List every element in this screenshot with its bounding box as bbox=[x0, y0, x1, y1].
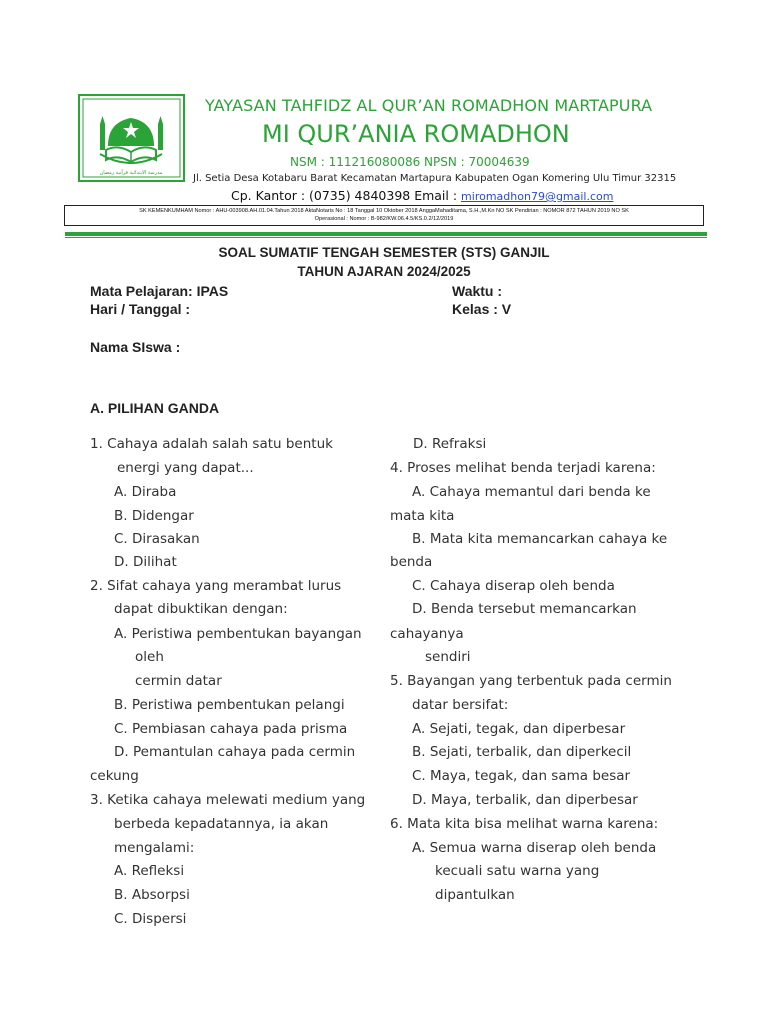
question-2-option-b: B. Peristiwa pembentukan pelangi bbox=[114, 697, 345, 713]
sk-line-1: SK KEMENKUMHAM Nomor : AHU-003908.AH.01.04.Tahun 2018 AktaNotaris No : 18 Tanggal 10 Oktober 2018 AnggaMahaditama, S.H.,M.Kn NO SK Pendirian : NOMOR 872 TAHUN 2019 NO SK bbox=[139, 208, 629, 214]
sk-info-box bbox=[64, 205, 704, 226]
question-6: 6. Mata kita bisa melihat warna karena: bbox=[390, 816, 659, 832]
contact-prefix: Cp. Kantor : (0735) 4840398 Email : bbox=[231, 188, 462, 203]
time-label: Waktu : bbox=[452, 283, 503, 299]
question-6-option-a-cont2: dipantulkan bbox=[435, 887, 515, 903]
question-4-option-c: C. Cahaya diserap oleh benda bbox=[412, 578, 615, 594]
logo-text: مدرسة الابتدائية قرآنية رمضان bbox=[99, 170, 163, 176]
question-4-option-d-cont: cahayanya bbox=[390, 626, 464, 642]
question-4-option-d: D. Benda tersebut memancarkan bbox=[412, 601, 637, 617]
question-2-option-c: C. Pembiasan cahaya pada prisma bbox=[114, 721, 348, 737]
question-5-option-a: A. Sejati, tegak, dan diperbesar bbox=[412, 721, 626, 737]
question-1-option-b: B. Didengar bbox=[114, 508, 194, 524]
exam-title: SOAL SUMATIF TENGAH SEMESTER (STS) GANJIL bbox=[218, 245, 550, 260]
school-address: Jl. Setia Desa Kotabaru Barat Kecamatan Martapura Kabupaten Ogan Komering Ulu Timur 32315 bbox=[193, 173, 677, 184]
question-4-option-d-cont2: sendiri bbox=[425, 649, 471, 665]
nsm-npsn: NSM : 111216080086 NPSN : 70004639 bbox=[290, 155, 530, 169]
question-2: 2. Sifat cahaya yang merambat lurus bbox=[90, 578, 342, 594]
question-3-option-d: D. Refraksi bbox=[413, 436, 487, 452]
header-divider bbox=[65, 232, 707, 236]
subject-label: Mata Pelajaran: IPAS bbox=[90, 283, 229, 299]
question-4-option-a: A. Cahaya memantul dari benda ke bbox=[412, 484, 651, 500]
question-4-option-a-cont: mata kita bbox=[390, 508, 455, 524]
question-1: 1. Cahaya adalah salah satu bentuk bbox=[90, 436, 333, 452]
question-2-option-a-cont2: cermin datar bbox=[135, 673, 222, 689]
question-1-option-c: C. Dirasakan bbox=[114, 531, 200, 547]
question-2-cont: dapat dibuktikan dengan: bbox=[114, 601, 288, 617]
day-date-label: Hari / Tanggal : bbox=[90, 301, 191, 317]
question-2-option-a: A. Peristiwa pembentukan bayangan bbox=[114, 626, 362, 642]
header-divider-thin bbox=[65, 237, 707, 238]
question-3-option-a: A. Refleksi bbox=[114, 863, 185, 879]
sk-line-2: Operasional : Nomor : B-982/KW.06.4.5/KS.0.2/12/2019 bbox=[314, 216, 454, 222]
question-1-cont: energi yang dapat... bbox=[117, 460, 254, 476]
contact-line bbox=[231, 188, 613, 203]
question-4-option-b-cont: benda bbox=[390, 554, 433, 570]
question-1-option-a: A. Diraba bbox=[114, 484, 177, 500]
question-3: 3. Ketika cahaya melewati medium yang bbox=[90, 792, 366, 808]
question-3-option-c: C. Dispersi bbox=[114, 911, 187, 927]
question-4: 4. Proses melihat benda terjadi karena: bbox=[390, 460, 656, 476]
question-2-option-a-cont: oleh bbox=[135, 649, 164, 665]
question-3-option-b: B. Absorpsi bbox=[114, 887, 190, 903]
question-1-option-d: D. Dilihat bbox=[114, 554, 177, 570]
school-logo bbox=[78, 94, 185, 182]
question-5-option-c: C. Maya, tegak, dan sama besar bbox=[412, 768, 631, 784]
section-heading: A. PILIHAN GANDA bbox=[90, 400, 220, 416]
question-5-option-d: D. Maya, terbalik, dan diperbesar bbox=[412, 792, 638, 808]
question-6-option-a: A. Semua warna diserap oleh benda bbox=[412, 840, 657, 856]
question-2-option-d-cont: cekung bbox=[90, 768, 139, 784]
class-label: Kelas : V bbox=[452, 301, 512, 317]
org-name: YAYASAN TAHFIDZ AL QUR’AN ROMADHON MARTAPURA bbox=[205, 96, 653, 115]
question-3-cont2: mengalami: bbox=[114, 840, 195, 856]
student-name-label: Nama SIswa : bbox=[90, 339, 181, 355]
question-5: 5. Bayangan yang terbentuk pada cermin bbox=[390, 673, 672, 689]
question-2-option-d: D. Pemantulan cahaya pada cermin bbox=[114, 744, 356, 760]
email-link[interactable]: miromadhon79@gmail.com bbox=[461, 190, 614, 203]
question-4-option-b: B. Mata kita memancarkan cahaya ke bbox=[412, 531, 668, 547]
question-3-cont: berbeda kepadatannya, ia akan bbox=[114, 816, 329, 832]
question-6-option-a-cont: kecuali satu warna yang bbox=[435, 863, 600, 879]
question-5-cont: datar bersifat: bbox=[412, 697, 509, 713]
question-5-option-b: B. Sejati, terbalik, dan diperkecil bbox=[412, 744, 632, 760]
school-name: MI QUR’ANIA ROMADHON bbox=[262, 120, 570, 148]
exam-year: TAHUN AJARAN 2024/2025 bbox=[297, 264, 471, 279]
